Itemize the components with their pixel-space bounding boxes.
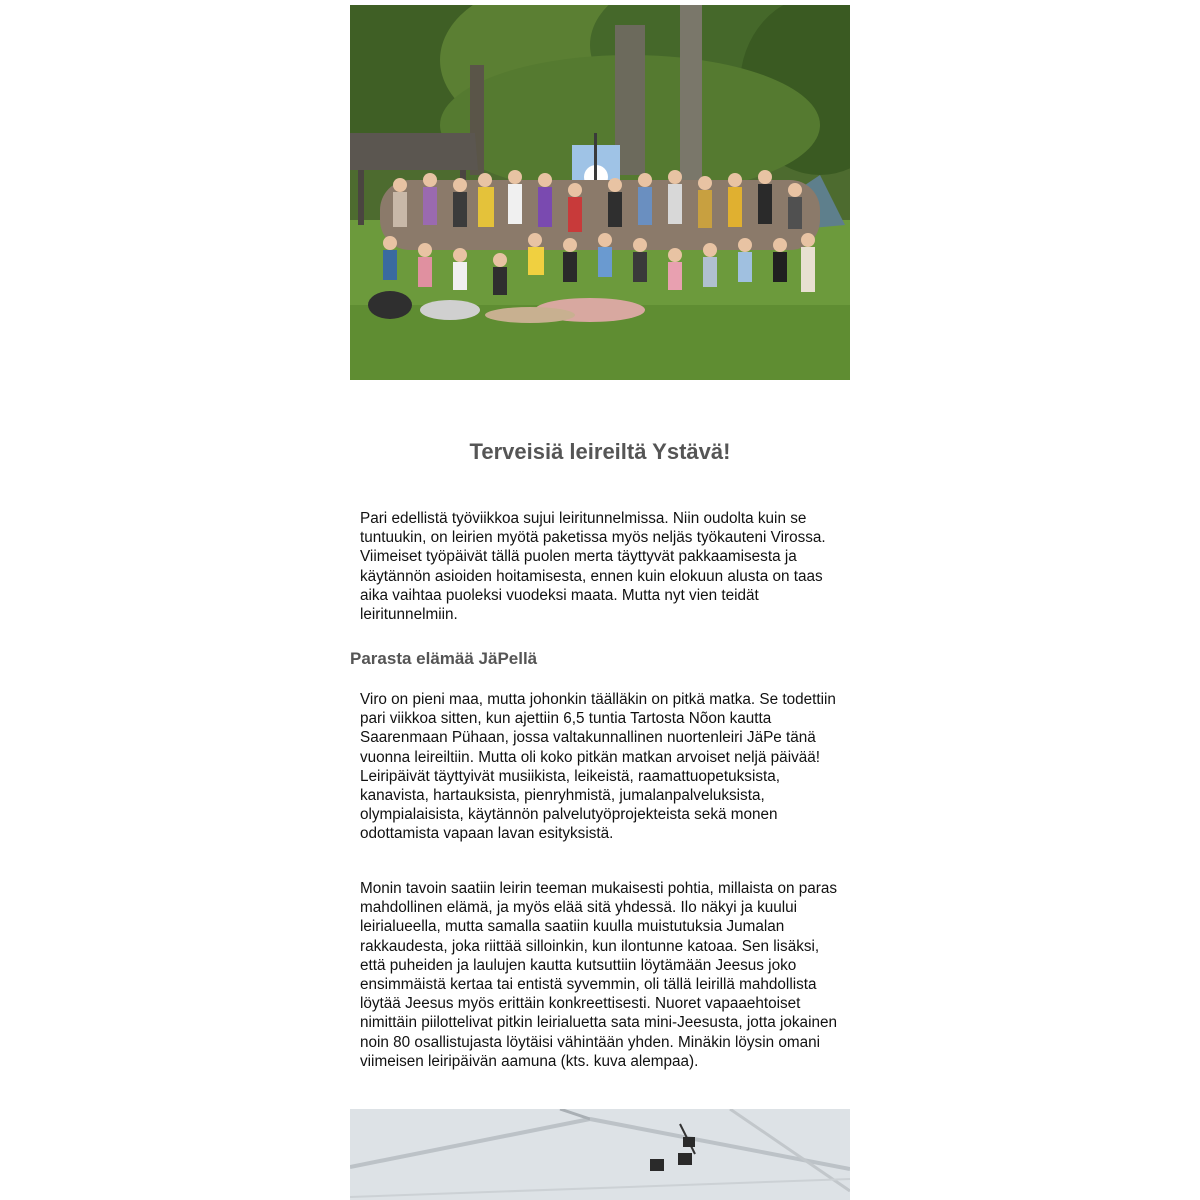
tent-interior-photo: [350, 1109, 850, 1200]
section-paragraph-1: Viro on pieni maa, mutta johonkin täälläkin on pitkä matka. Se todettiin pari viikkoa sitten, kun ajettiin 6,5 tuntia Tartosta Nõon kautta Saarenmaan Pühaan, jossa valtakunnallinen nuortenleiri JäPe tänä vuonna leireiltiin. Mutta oli koko pitkän matkan arvoiset neljä päivää! Leiripäivät täyttyivät musiikista, leikeistä, raamattuopetuksista, kanavista, hartauksista, pienryhmistä, jumalanpalveluksista, olympialaisista, käytännön palvelutyöprojekteista sekä monen odottamista vapaan lavan esityksistä.: [360, 691, 836, 843]
camp-group-photo: [350, 5, 850, 380]
intro-paragraph: Pari edellistä työviikkoa sujui leiritunnelmissa. Niin oudolta kuin se tuntuukin, on leirien myötä paketissa myös neljäs työkauteni Virossa. Viimeiset työpäivät tällä puolen merta täyttyvät pakkaamisesta ja käytännön asioiden hoitamisesta, ennen kuin elokuun alusta on taas aika vaihtaa puoleksi vuodeksi maata. Mutta nyt vien teidät leiritunnelmiin.: [360, 510, 826, 624]
section-heading: Parasta elämää JäPellä: [350, 649, 538, 668]
section-paragraph-2: Monin tavoin saatiin leirin teeman mukaisesti pohtia, millaista on paras mahdollinen elämä, ja myös elää sitä yhdessä. Ilo näkyi ja kuului leirialueella, mutta samalla saatiin kuulla muistutuksia Jumalan rakkaudesta, joka riittää silloinkin, kun ilontunne katoaa. Sen lisäksi, että puheiden ja laulujen kautta kutsuttiin löytämään Jeesus joko ensimmäistä kertaa tai entistä syvemmin, oli tällä leirillä mahdollista löytää Jeesus myös erittäin konkreettisesti. Nuoret vapaaehtoiset nimittäin piilottelivat pitkin leirialuetta sata mini-Jeesusta, jotta jokainen noin 80 osallistujasta löytäisi vähintään yhden. Minäkin löysin omani viimeisen leiripäivän aamuna (kts. kuva alempaa).: [360, 880, 837, 1070]
newsletter-title: Terveisiä leireiltä Ystävä!: [469, 439, 731, 464]
